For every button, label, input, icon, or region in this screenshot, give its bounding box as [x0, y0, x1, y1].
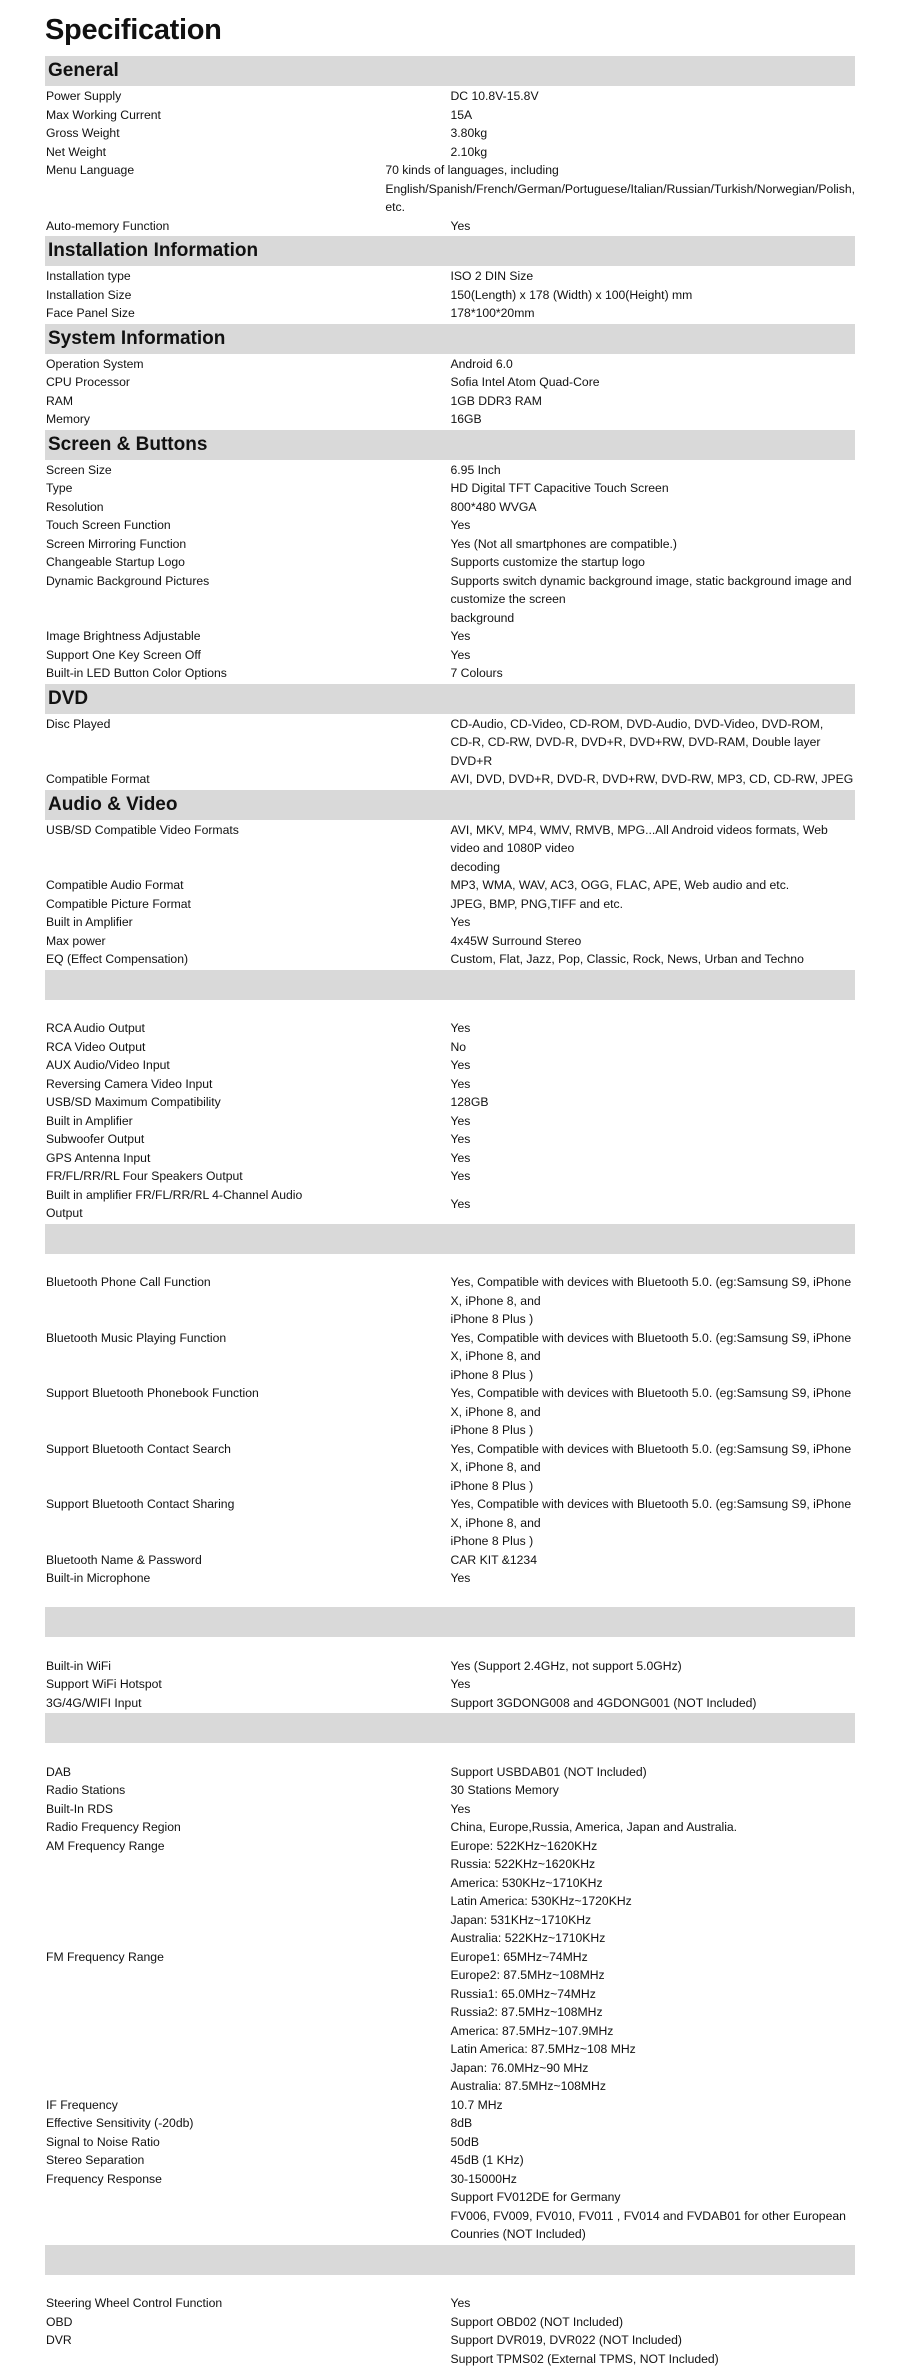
spec-row	[45, 479, 855, 498]
spec-value: 150(Length) x 178 (Width) x 100(Height) mm	[451, 286, 856, 305]
spec-row	[45, 1569, 855, 1588]
spec-row	[45, 161, 855, 217]
section-header: Audio & Video	[45, 790, 855, 820]
spec-row	[45, 1818, 855, 1837]
section-rows	[45, 460, 855, 684]
page-title: Specification	[45, 14, 222, 47]
spec-value: Yes	[451, 1195, 856, 1214]
spec-row	[45, 1273, 855, 1329]
spec-value: ISO 2 DIN Size	[451, 267, 856, 286]
section-header: System Information	[45, 324, 855, 354]
spec-label: Built in Amplifier	[45, 913, 451, 932]
spec-row	[45, 1694, 855, 1713]
spec-row	[45, 2294, 855, 2313]
spec-value: Yes	[451, 646, 856, 665]
spec-label: Built-in WiFi	[45, 1657, 451, 1676]
spec-row	[45, 2331, 855, 2350]
spec-value: 16GB	[451, 410, 856, 429]
spec-label: Auto-memory Function	[45, 217, 451, 236]
spec-label: Steering Wheel Control Function	[45, 2294, 451, 2313]
spacer	[45, 1638, 855, 1657]
spec-label: Disc Played	[45, 715, 451, 771]
section-rows	[45, 1254, 855, 1608]
specification-table	[45, 56, 855, 2369]
spec-row	[45, 106, 855, 125]
section-rows	[45, 86, 855, 236]
spec-label: USB/SD Compatible Video Formats	[45, 821, 451, 877]
spec-value: HD Digital TFT Capacitive Touch Screen	[451, 479, 856, 498]
spec-value: Support 3GDONG008 and 4GDONG001 (NOT Included)	[451, 1694, 856, 1713]
spec-value: Yes	[451, 1149, 856, 1168]
spec-label: Menu Language	[45, 161, 385, 217]
spec-label: RCA Audio Output	[45, 1019, 451, 1038]
spacer	[45, 2276, 855, 2295]
section-header	[45, 1607, 855, 1637]
spec-row	[45, 87, 855, 106]
spec-row	[45, 2096, 855, 2115]
spec-row	[45, 355, 855, 374]
spec-row	[45, 627, 855, 646]
spec-value: China, Europe,Russia, America, Japan and Australia.	[451, 1818, 856, 1837]
spec-label: Radio Stations	[45, 1781, 451, 1800]
spec-value: No	[451, 1038, 856, 1057]
spec-value: Yes	[451, 1800, 856, 1819]
spec-label: Compatible Format	[45, 770, 451, 789]
spec-row	[45, 143, 855, 162]
spec-row	[45, 1440, 855, 1496]
section-header	[45, 2245, 855, 2275]
spec-label: Power Supply	[45, 87, 451, 106]
spec-label: DAB	[45, 1763, 451, 1782]
spec-label: Screen Size	[45, 461, 451, 480]
spec-row	[45, 410, 855, 429]
section-header: General	[45, 56, 855, 86]
spec-label: DVR	[45, 2331, 451, 2350]
spec-row	[45, 1130, 855, 1149]
section-untitled-10	[45, 2245, 855, 2369]
spec-label: Radio Frequency Region	[45, 1818, 451, 1837]
spec-value: MP3, WMA, WAV, AC3, OGG, FLAC, APE, Web audio and etc.	[451, 876, 856, 895]
spec-value: Yes	[451, 1569, 856, 1588]
section-rows	[45, 1000, 855, 1224]
spec-value: Yes	[451, 2294, 856, 2313]
spec-value: Support DVR019, DVR022 (NOT Included)	[451, 2331, 856, 2350]
spec-label: Signal to Noise Ratio	[45, 2133, 451, 2152]
spec-row	[45, 2313, 855, 2332]
spec-row	[45, 304, 855, 323]
spec-value: Yes	[451, 1019, 856, 1038]
spec-row	[45, 1112, 855, 1131]
spec-value: 8dB	[451, 2114, 856, 2133]
spec-label: AM Frequency Range	[45, 1837, 451, 1948]
spec-label: Screen Mirroring Function	[45, 535, 451, 554]
spec-row	[45, 1019, 855, 1038]
spec-row	[45, 2133, 855, 2152]
spec-row	[45, 876, 855, 895]
spec-row	[45, 770, 855, 789]
section-header: Screen & Buttons	[45, 430, 855, 460]
spec-value: Yes, Compatible with devices with Bluetooth 5.0. (eg:Samsung S9, iPhone X, iPhone 8, and iPhone 8 Plus )	[451, 1273, 856, 1329]
spacer	[45, 1001, 855, 1020]
spec-value: 128GB	[451, 1093, 856, 1112]
section-header: Installation Information	[45, 236, 855, 266]
spec-value: 30 Stations Memory	[451, 1781, 856, 1800]
spec-label: Resolution	[45, 498, 451, 517]
spec-row	[45, 715, 855, 771]
spec-row	[45, 1657, 855, 1676]
spec-value: Yes	[451, 1167, 856, 1186]
spec-label: CPU Processor	[45, 373, 451, 392]
spec-label: Operation System	[45, 355, 451, 374]
spec-label: Net Weight	[45, 143, 451, 162]
spec-value: Android 6.0	[451, 355, 856, 374]
section-system-information	[45, 324, 855, 430]
spec-value: 1GB DDR3 RAM	[451, 392, 856, 411]
section-untitled-9	[45, 1713, 855, 2245]
spec-value: JPEG, BMP, PNG,TIFF and etc.	[451, 895, 856, 914]
spec-label: Gross Weight	[45, 124, 451, 143]
spec-row	[45, 1186, 855, 1223]
spec-value: 4x45W Surround Stereo	[451, 932, 856, 951]
spec-row	[45, 2188, 855, 2244]
spec-label: Max Working Current	[45, 106, 451, 125]
spec-value: Support TPMS02 (External TPMS, NOT Included)	[451, 2350, 856, 2369]
spec-label: Bluetooth Phone Call Function	[45, 1273, 451, 1329]
spec-row	[45, 1038, 855, 1057]
spec-row	[45, 1329, 855, 1385]
spec-value: Yes	[451, 1130, 856, 1149]
spec-row	[45, 516, 855, 535]
spec-row	[45, 217, 855, 236]
section-screen-buttons	[45, 430, 855, 684]
spec-value: Yes	[451, 1112, 856, 1131]
spec-row	[45, 821, 855, 877]
spec-value: 178*100*20mm	[451, 304, 856, 323]
spec-value: Yes	[451, 217, 856, 236]
section-header	[45, 1713, 855, 1743]
spec-row	[45, 286, 855, 305]
spec-label: Built-In RDS	[45, 1800, 451, 1819]
spec-row	[45, 1781, 855, 1800]
spec-value: Support FV012DE for Germany FV006, FV009, FV010, FV011 , FV014 and FVDAB01 for other European Counries (NOT Included)	[451, 2188, 856, 2244]
spec-label: FM Frequency Range	[45, 1948, 451, 2096]
spec-value: AVI, MKV, MP4, WMV, RMVB, MPG...All Android videos formats, Web video and 1080P video decoding	[451, 821, 856, 877]
spec-row	[45, 1495, 855, 1551]
spec-row	[45, 646, 855, 665]
section-header: DVD	[45, 684, 855, 714]
spec-label: EQ (Effect Compensation)	[45, 950, 451, 969]
section-rows	[45, 2275, 855, 2369]
spec-label	[45, 2350, 451, 2369]
spec-value: Sofia Intel Atom Quad-Core	[451, 373, 856, 392]
spec-row	[45, 2114, 855, 2133]
spec-label: OBD	[45, 2313, 451, 2332]
spec-row	[45, 913, 855, 932]
section-audio-video	[45, 790, 855, 970]
section-general	[45, 56, 855, 236]
spec-value: Support OBD02 (NOT Included)	[451, 2313, 856, 2332]
spec-row	[45, 2170, 855, 2189]
spec-row	[45, 124, 855, 143]
spec-value: 50dB	[451, 2133, 856, 2152]
spec-row	[45, 461, 855, 480]
spec-label: Memory	[45, 410, 451, 429]
spec-value: Supports customize the startup logo	[451, 553, 856, 572]
spec-row	[45, 2151, 855, 2170]
spec-label: Frequency Response	[45, 2170, 451, 2189]
spec-label: Face Panel Size	[45, 304, 451, 323]
spec-label: Changeable Startup Logo	[45, 553, 451, 572]
spec-value: 3.80kg	[451, 124, 856, 143]
spec-row	[45, 1384, 855, 1440]
spec-value: Yes	[451, 913, 856, 932]
spec-label: Dynamic Background Pictures	[45, 572, 451, 628]
spec-label: Installation type	[45, 267, 451, 286]
spacer	[45, 1744, 855, 1763]
spec-value: Europe1: 65MHz~74MHz Europe2: 87.5MHz~108MHz Russia1: 65.0MHz~74MHz Russia2: 87.5MHz~108MHz America: 87.5MHz~107.9MHz Latin America: 87.5MHz~108 MHz Japan: 76.0MHz~90 MHz Australia: 87.5MHz~108MHz	[451, 1948, 856, 2096]
spec-row	[45, 1948, 855, 2096]
spec-row	[45, 535, 855, 554]
spec-row	[45, 553, 855, 572]
spec-label: Stereo Separation	[45, 2151, 451, 2170]
spec-value: Yes, Compatible with devices with Bluetooth 5.0. (eg:Samsung S9, iPhone X, iPhone 8, and iPhone 8 Plus )	[451, 1495, 856, 1551]
spec-label: IF Frequency	[45, 2096, 451, 2115]
spec-label: Support Bluetooth Contact Search	[45, 1440, 451, 1496]
spec-label: Effective Sensitivity (-20db)	[45, 2114, 451, 2133]
section-dvd	[45, 684, 855, 790]
spec-label: Built in amplifier FR/FL/RR/RL 4-Channel Audio Output	[45, 1186, 451, 1223]
spacer	[45, 1255, 855, 1274]
spec-row	[45, 1149, 855, 1168]
spec-value: Yes (Support 2.4GHz, not support 5.0GHz)	[451, 1657, 856, 1676]
spec-value: Support USBDAB01 (NOT Included)	[451, 1763, 856, 1782]
spec-row	[45, 932, 855, 951]
section-untitled-7	[45, 1224, 855, 1608]
spec-label: GPS Antenna Input	[45, 1149, 451, 1168]
spec-value: 45dB (1 KHz)	[451, 2151, 856, 2170]
spec-label: Reversing Camera Video Input	[45, 1075, 451, 1094]
spec-value: 15A	[451, 106, 856, 125]
spec-row	[45, 895, 855, 914]
section-untitled-8	[45, 1607, 855, 1713]
spec-value: AVI, DVD, DVD+R, DVD-R, DVD+RW, DVD-RW, MP3, CD, CD-RW, JPEG	[451, 770, 856, 789]
spec-label: Bluetooth Music Playing Function	[45, 1329, 451, 1385]
spec-label: FR/FL/RR/RL Four Speakers Output	[45, 1167, 451, 1186]
spec-label: Support Bluetooth Contact Sharing	[45, 1495, 451, 1551]
spec-value: CD-Audio, CD-Video, CD-ROM, DVD-Audio, DVD-Video, DVD-ROM, CD-R, CD-RW, DVD-R, DVD+R, DVD+RW, DVD-RAM, Double layer DVD+R	[451, 715, 856, 771]
spec-label: Subwoofer Output	[45, 1130, 451, 1149]
section-header	[45, 1224, 855, 1254]
section-rows	[45, 1743, 855, 2245]
spec-label: AUX Audio/Video Input	[45, 1056, 451, 1075]
spec-label: Max power	[45, 932, 451, 951]
spec-label: Built in Amplifier	[45, 1112, 451, 1131]
spec-label: Built-in Microphone	[45, 1569, 451, 1588]
spec-value: Yes, Compatible with devices with Bluetooth 5.0. (eg:Samsung S9, iPhone X, iPhone 8, and iPhone 8 Plus )	[451, 1440, 856, 1496]
spec-value: Yes	[451, 627, 856, 646]
spec-value: 2.10kg	[451, 143, 856, 162]
spec-label	[45, 2188, 451, 2244]
spec-value: 10.7 MHz	[451, 2096, 856, 2115]
spec-value: Yes (Not all smartphones are compatible.)	[451, 535, 856, 554]
section-rows	[45, 1637, 855, 1713]
spec-value: Custom, Flat, Jazz, Pop, Classic, Rock, News, Urban and Techno	[451, 950, 856, 969]
spec-value: Yes, Compatible with devices with Bluetooth 5.0. (eg:Samsung S9, iPhone X, iPhone 8, and iPhone 8 Plus )	[451, 1329, 856, 1385]
spec-row	[45, 572, 855, 628]
spec-row	[45, 1675, 855, 1694]
spec-label: Bluetooth Name & Password	[45, 1551, 451, 1570]
spec-row	[45, 950, 855, 969]
spec-row	[45, 1763, 855, 1782]
section-rows	[45, 354, 855, 430]
spec-value: Yes	[451, 1075, 856, 1094]
spec-label: Image Brightness Adjustable	[45, 627, 451, 646]
spec-value: CAR KIT &1234	[451, 1551, 856, 1570]
spec-row	[45, 498, 855, 517]
spacer	[45, 1588, 855, 1607]
spec-value: 800*480 WVGA	[451, 498, 856, 517]
section-rows	[45, 820, 855, 970]
spec-value: Yes	[451, 516, 856, 535]
spec-value: Yes	[451, 1675, 856, 1694]
spec-label: Type	[45, 479, 451, 498]
spec-row	[45, 1075, 855, 1094]
spec-row	[45, 267, 855, 286]
spec-row	[45, 392, 855, 411]
spec-label: Built-in LED Button Color Options	[45, 664, 451, 683]
section-untitled-6	[45, 970, 855, 1224]
spec-value: 70 kinds of languages, including English/Spanish/French/German/Portuguese/Italian/Russian/Turkish/Norwegian/Polish, etc.	[385, 161, 855, 217]
spec-label: Compatible Picture Format	[45, 895, 451, 914]
section-header	[45, 970, 855, 1000]
spec-row	[45, 664, 855, 683]
spec-label: Support One Key Screen Off	[45, 646, 451, 665]
section-installation-information	[45, 236, 855, 324]
spec-label: Support Bluetooth Phonebook Function	[45, 1384, 451, 1440]
spec-label: Installation Size	[45, 286, 451, 305]
spec-row	[45, 1093, 855, 1112]
spec-label: RCA Video Output	[45, 1038, 451, 1057]
spec-row	[45, 1056, 855, 1075]
spec-value: Supports switch dynamic background image, static background image and customize the screen background	[451, 572, 856, 628]
spec-value: 7 Colours	[451, 664, 856, 683]
spec-value: Yes	[451, 1056, 856, 1075]
spec-row	[45, 373, 855, 392]
spec-value: 6.95 Inch	[451, 461, 856, 480]
spec-label: USB/SD Maximum Compatibility	[45, 1093, 451, 1112]
spec-value: DC 10.8V-15.8V	[451, 87, 856, 106]
spec-value: 30-15000Hz	[451, 2170, 856, 2189]
spec-label: RAM	[45, 392, 451, 411]
spec-label: 3G/4G/WIFI Input	[45, 1694, 451, 1713]
spec-label: Compatible Audio Format	[45, 876, 451, 895]
spec-value: Yes, Compatible with devices with Bluetooth 5.0. (eg:Samsung S9, iPhone X, iPhone 8, and iPhone 8 Plus )	[451, 1384, 856, 1440]
spec-row	[45, 1551, 855, 1570]
spec-row	[45, 1167, 855, 1186]
spec-row	[45, 1800, 855, 1819]
spec-label: Support WiFi Hotspot	[45, 1675, 451, 1694]
section-rows	[45, 714, 855, 790]
spec-row	[45, 2350, 855, 2369]
section-rows	[45, 266, 855, 324]
spec-row	[45, 1837, 855, 1948]
spec-label: Touch Screen Function	[45, 516, 451, 535]
spec-value: Europe: 522KHz~1620KHz Russia: 522KHz~1620KHz America: 530KHz~1710KHz Latin America: 530KHz~1720KHz Japan: 531KHz~1710KHz Australia: 522KHz~1710KHz	[451, 1837, 856, 1948]
